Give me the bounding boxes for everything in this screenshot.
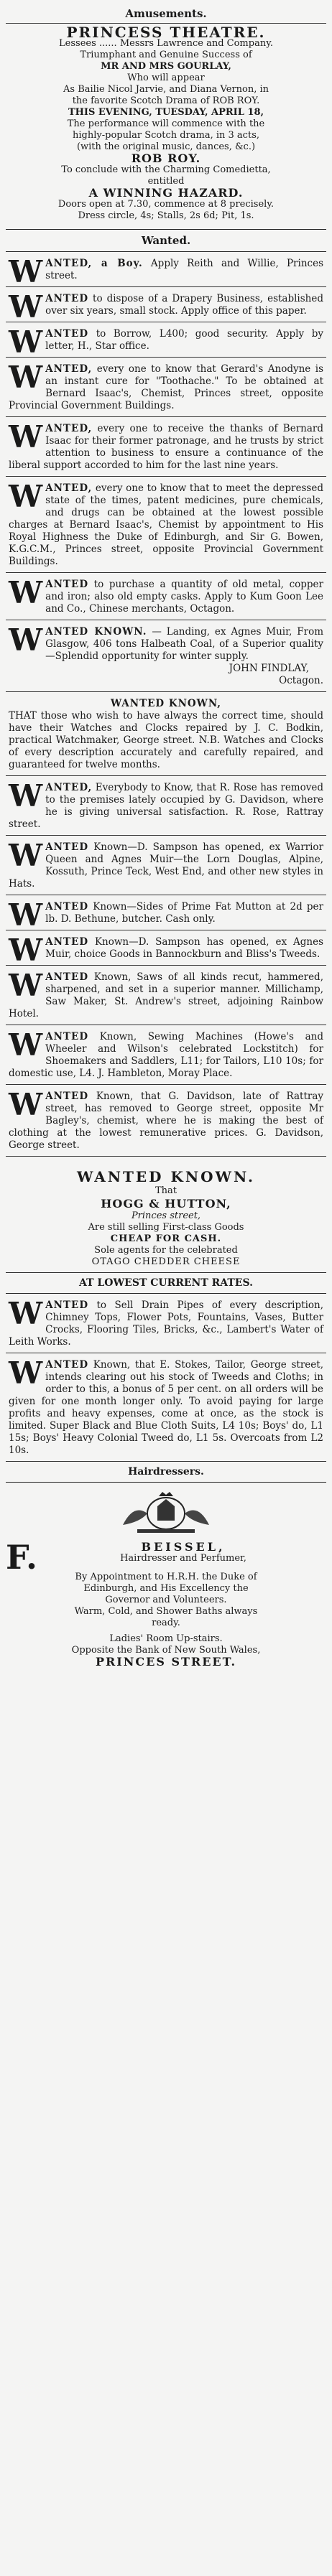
hair-line: Opposite the Bank of New South Wales, bbox=[71, 1645, 261, 1656]
drop-cap: W bbox=[9, 1027, 43, 1063]
drop-cap: W bbox=[9, 968, 43, 1003]
ad-lead: ANTED bbox=[45, 1031, 89, 1042]
theatre-comedy: A WINNING HAZARD. bbox=[88, 186, 244, 200]
theatre-line: entitled bbox=[147, 176, 185, 187]
ad-lead: ANTED bbox=[45, 936, 89, 948]
drop-cap: W bbox=[9, 575, 43, 610]
hogg-hutton-ad bbox=[6, 1161, 326, 1273]
ad-lead: ANTED, bbox=[45, 423, 93, 434]
drop-cap: W bbox=[9, 1087, 43, 1122]
ad-body: every one to know that to meet the depressed state of the times, patent medicines, pure chemicals, and drugs can be obtained at the lowest possible charges at Bernard Isaac's, Chemist by appointment to His Royal Highness the Duke of Edinburgh, and Sir G. Bowen, K.G.C.M., Princes street, opposite Provincial Government Buildings. bbox=[9, 482, 323, 567]
hair-line: Hairdresser and Perfumer, bbox=[120, 1553, 246, 1564]
theatre-ad bbox=[6, 24, 326, 225]
hogg-line: Are still selling First-class Goods bbox=[88, 1222, 244, 1233]
divider bbox=[6, 1293, 326, 1294]
ad-lead: ANTED, bbox=[45, 782, 93, 793]
ad-body: to purchase a quantity of old metal, copper and iron; also old empty casks. Apply to Kum Goon Lee and Co., Chinese merchants, Octagon. bbox=[45, 579, 323, 615]
theatre-line: (with the original music, dances, &c.) bbox=[76, 141, 256, 152]
drop-cap: W bbox=[9, 933, 43, 968]
ad-body: to dispose of a Drapery Business, established over six years, small stock. Apply office of this paper. bbox=[45, 293, 324, 317]
theatre-performers: MR AND MRS GOURLAY, bbox=[101, 61, 231, 72]
ad-body: Known—D. Sampson has opened, ex Warrior Queen and Agnes Muir—the Lorn Douglas, Alpine, Kossuth, Prince Teck, West End, and other new styles in Hats. bbox=[9, 841, 323, 890]
ad-body: every one to know that Gerard's Anodyne is an instant cure for "Toothache." To be obtained at Bernard Isaac's, Chemist, Princes street, opposite Provincial Government Buildings. bbox=[9, 363, 323, 411]
wanted-ad bbox=[6, 362, 326, 417]
drop-cap: F. bbox=[6, 1541, 38, 1572]
ad-lead: ANTED, bbox=[45, 363, 93, 375]
theatre-line: the favorite Scotch Drama of ROB ROY. bbox=[72, 95, 260, 106]
ad-body: to Borrow, L400; good security. Apply by letter, H., Star office. bbox=[45, 328, 324, 352]
ad-body: to Sell Drain Pipes of every description, Chimney Tops, Flower Pots, Fountains, Vases, Butter Crocks, Flooring Tiles, Bricks, &c., Lambert's Water of Leith Works. bbox=[9, 1299, 323, 1348]
drop-cap: W bbox=[9, 778, 43, 813]
hogg-that: That bbox=[155, 1185, 177, 1196]
theatre-line: Triumphant and Genuine Success of bbox=[80, 50, 252, 60]
hair-line: Edinburgh, and His Excellency the bbox=[83, 1583, 249, 1594]
hair-line: Warm, Cold, and Shower Baths always bbox=[74, 1606, 258, 1617]
theatre-line: To conclude with the Charming Comedietta, bbox=[61, 164, 271, 175]
drop-cap: W bbox=[9, 622, 43, 658]
ad-body: — Landing, ex Agnes Muir, From Glasgow, 406 tons Halbeath Coal, of a Superior quality—Splendid opportunity for winter supply. bbox=[45, 626, 324, 662]
wanted-ad bbox=[6, 481, 326, 573]
ad-body: Known, Sewing Machines (Howe's and Wheeler and Wilson's celebrated Lockstitch) for Shoemakers and Saddlers, L11; for Tailors, L10 10s; for domestic use, L4. J. Hambleton, Moray Place. bbox=[9, 1031, 323, 1079]
wanted-ad bbox=[6, 780, 326, 836]
drop-cap: W bbox=[9, 838, 43, 873]
ad-body: every one to receive the thanks of Bernard Isaac for their former patronage, and he trusts by strict attention to business to ensure a continuance of the liberal support accorded to him for the last nine years. bbox=[9, 423, 323, 471]
divider bbox=[6, 229, 326, 230]
theatre-play: ROB ROY. bbox=[131, 151, 201, 165]
theatre-line: The performance will commence with the bbox=[67, 118, 265, 129]
ad-lead: ANTED bbox=[45, 1091, 89, 1102]
drop-cap: W bbox=[9, 897, 43, 933]
wanted-ad bbox=[6, 696, 326, 776]
ad-body: Apply Reith and Willie, Princes street. bbox=[45, 258, 323, 281]
ad-lead: ANTED bbox=[45, 579, 89, 590]
hairdresser-name: BEISSEL, bbox=[141, 1541, 226, 1554]
theatre-line: As Bailie Nicol Jarvie, and Diana Vernon, in bbox=[63, 84, 269, 95]
hogg-street: Princes street, bbox=[131, 1210, 201, 1221]
lowest-rates-header: AT LOWEST CURRENT RATES. bbox=[79, 1277, 253, 1289]
theatre-title: PRINCESS THEATRE. bbox=[66, 24, 266, 41]
hogg-lead: WANTED KNOWN. bbox=[77, 1168, 255, 1185]
amusements-header: Amusements. bbox=[125, 7, 207, 20]
hair-street: PRINCES STREET. bbox=[95, 1655, 237, 1669]
ad-lead: ANTED bbox=[45, 1359, 89, 1371]
theatre-lessees: Lessees ...... Messrs Lawrence and Company. bbox=[59, 38, 273, 49]
hogg-line: OTAGO CHEDDER CHEESE bbox=[91, 1256, 241, 1267]
wanted-ad bbox=[6, 1089, 326, 1157]
wanted-ad bbox=[6, 840, 326, 895]
ad-lead: ANTED, a Boy. bbox=[45, 258, 143, 269]
wanted-ad bbox=[6, 577, 326, 620]
hair-line: Ladies' Room Up-stairs. bbox=[109, 1633, 223, 1644]
wanted-ad bbox=[6, 622, 326, 692]
ad-lead: ANTED bbox=[45, 293, 89, 304]
ad-body: Everybody to Know, that R. Rose has removed to the premises lately occupied by G. Davidson, where he is giving universal satisfaction. R. Rose, Rattray street. bbox=[9, 782, 323, 830]
drop-cap: W bbox=[9, 419, 43, 454]
ad-signature-location: Octagon. bbox=[279, 675, 323, 686]
wanted-ad bbox=[6, 256, 326, 287]
drop-cap: W bbox=[9, 479, 43, 514]
drop-cap: W bbox=[9, 1355, 43, 1391]
theatre-prices: Dress circle, 4s; Stalls, 2s 6d; Pit, 1s. bbox=[78, 210, 254, 221]
ad-lead: WANTED KNOWN, bbox=[110, 698, 222, 709]
hair-line: ready. bbox=[152, 1618, 180, 1628]
ad-lead: ANTED bbox=[45, 1299, 89, 1311]
wanted-ad bbox=[6, 897, 326, 933]
ad-body: Known, Saws of all kinds recut, hammered, sharpened, and set in a superior manner. Millichamp, Saw Maker, St. Andrew's street, adjoining Rainbow Hotel. bbox=[9, 971, 323, 1019]
hairdresser-ad bbox=[6, 1487, 326, 1668]
wanted-header: Wanted. bbox=[141, 234, 191, 247]
wanted-ad bbox=[6, 1298, 326, 1353]
drop-cap: W bbox=[9, 325, 43, 360]
drop-cap: W bbox=[9, 289, 43, 325]
ad-lead: ANTED KNOWN. bbox=[45, 626, 147, 638]
ad-body: Known, that G. Davidson, late of Rattray street, has removed to George street, opposite Mr Bagley's, chemist, where he is making the best of clothing at the lowest remunerative prices. G. Davidson, George street. bbox=[9, 1091, 323, 1151]
hair-line: Governor and Volunteers. bbox=[105, 1595, 227, 1605]
drop-cap: W bbox=[9, 1296, 43, 1331]
ad-body: THAT those who wish to have always the correct time, should have their Watches and Clocks repaired by J. C. Bodkin, practical Watchmaker, George street. N.B. Watches and Clocks of every description accurately and carefully repaired, and guaranteed for twelve months. bbox=[9, 710, 323, 770]
ad-body: Known, that E. Stokes, Tailor, George street, intends clearing out his stock of Tweeds and Cloths; in order to this, a bonus of 5 per cent. on all orders will be given for one month longer only. To avoid paying for large profits and heavy expenses, come at once, as the stock is limited. Super Black and Blue Cloth Suits, L4 10s; Boys' do, L1 15s; Boys' Heavy Colonial Tweed do, L1 5s. Overcoats from L2 10s. bbox=[9, 1359, 323, 1456]
ad-lead: ANTED bbox=[45, 841, 89, 853]
hairdressers-header: Hairdressers. bbox=[128, 1466, 204, 1478]
column bbox=[6, 3, 326, 1668]
wanted-ad bbox=[6, 1027, 326, 1085]
theatre-line: Who will appear bbox=[127, 73, 205, 83]
hogg-name: HOGG & HUTTON, bbox=[101, 1197, 231, 1210]
theatre-doors: Doors open at 7.30, commence at 8 precisely. bbox=[57, 199, 275, 210]
ad-body: Known—D. Sampson has opened, ex Agnes Muir, choice Goods in Bannockburn and Bliss's Tweeds. bbox=[45, 936, 323, 960]
ad-lead: ANTED, bbox=[45, 482, 93, 494]
wanted-ads-list bbox=[6, 256, 326, 1157]
hair-line: By Appointment to H.R.H. the Duke of bbox=[75, 1572, 257, 1582]
drop-cap: W bbox=[9, 360, 43, 395]
hogg-line: CHEAP FOR CASH. bbox=[110, 1233, 222, 1244]
ad-signature: JOHN FINDLAY, bbox=[229, 663, 309, 674]
theatre-line: highly-popular Scotch drama, in 3 acts, bbox=[73, 130, 259, 141]
wanted-ad bbox=[6, 289, 326, 325]
wanted-ad bbox=[6, 327, 326, 358]
ad-body: Known—Sides of Prime Fat Mutton at 2d per lb. D. Bethune, butcher. Cash only. bbox=[45, 901, 324, 925]
theatre-date: THIS EVENING, TUESDAY, APRIL 18, bbox=[68, 107, 264, 118]
wanted-ad bbox=[6, 1355, 326, 1462]
wanted-ad bbox=[6, 935, 326, 966]
ad-lead: ANTED bbox=[45, 971, 89, 983]
ad-lead: ANTED bbox=[45, 901, 89, 913]
wanted-ad bbox=[6, 970, 326, 1025]
hogg-line: Sole agents for the celebrated bbox=[94, 1245, 238, 1256]
wanted-ad bbox=[6, 421, 326, 477]
ad-lead: ANTED bbox=[45, 328, 89, 340]
divider bbox=[6, 1482, 326, 1483]
divider bbox=[6, 251, 326, 252]
drop-cap: W bbox=[9, 254, 43, 289]
royal-crest-icon bbox=[83, 1487, 249, 1537]
